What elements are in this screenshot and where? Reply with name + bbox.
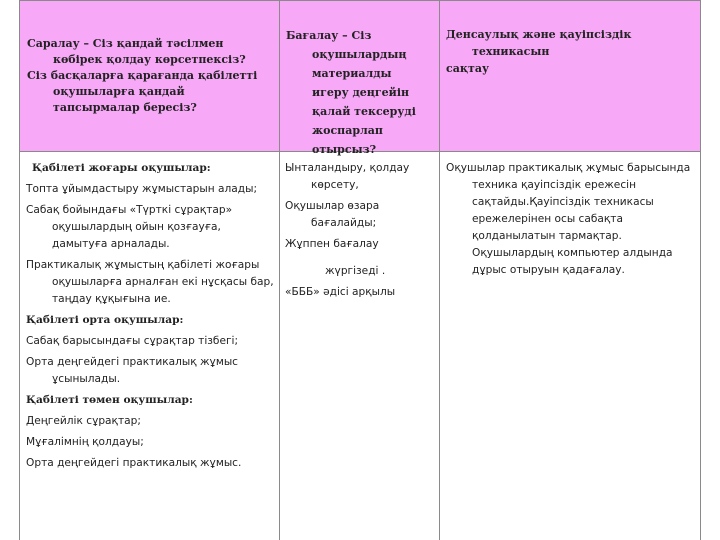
- mid-ability-item: Сабақ барысындағы сұрақтар тізбегі;: [26, 335, 239, 347]
- assessment-item: Оқушылар өзара бағалайды;: [285, 200, 380, 229]
- body-cell-assessment: [285, 160, 433, 301]
- high-ability-item: Топта ұйымдастыру жұмыстарын алады;: [26, 183, 258, 195]
- assessment-method: «БББ» әдісі арқылы: [285, 286, 396, 298]
- header-cell-assessment: [286, 26, 426, 159]
- high-ability-title: Қабілеті жоғары оқушылар:: [32, 162, 211, 174]
- high-ability-item: Сабақ бойындағы «Түрткі сұрақтар» оқушылардың ойын қозғауға, дамытуға арналады.: [26, 204, 233, 250]
- header-differentiation-q2: Сіз басқаларға қарағанда қабілетті оқушыларға қандай тапсырмалар бересіз?: [27, 69, 258, 114]
- assessment-continuation: жүргізеді .: [325, 265, 386, 277]
- body-cell-safety: [446, 160, 692, 279]
- header-safety-line1: Денсаулық және қауіпсіздік техникасын: [446, 28, 632, 58]
- table-border-left: [19, 0, 20, 540]
- assessment-item: Жұппен бағалау: [285, 238, 379, 250]
- header-assessment-text: Бағалау – Сіз оқушылардың материалды игеру деңгейін қалай тексеруді жоспарлап отырсыз?: [286, 29, 416, 156]
- column-divider-2: [439, 0, 440, 540]
- header-safety-line2: сақтау: [446, 62, 489, 75]
- header-cell-safety: [446, 26, 694, 77]
- low-ability-item: Орта деңгейдегі практикалық жұмыс.: [26, 457, 242, 469]
- header-differentiation-q1: Саралау – Сіз қандай тәсілмен көбірек қолдау көрсетпексіз?: [27, 37, 246, 66]
- low-ability-item: Деңгейлік сұрақтар;: [26, 415, 141, 427]
- high-ability-item: Практикалық жұмыстың қабілеті жоғары оқушыларға арналған екі нұсқасы бар, таңдау құқығына ие.: [26, 259, 274, 305]
- table-border-top: [19, 0, 701, 1]
- low-ability-item: Мұғалімнің қолдауы;: [26, 436, 144, 448]
- assessment-item: Ынталандыру, қолдау көрсету,: [285, 162, 410, 191]
- mid-ability-title: Қабілеті орта оқушылар:: [26, 314, 184, 326]
- safety-text: Оқушылар практикалық жұмыс барысында техника қауіпсіздік ережесін сақтайды.Қауіпсіздік техникасы ережелерінен осы сабақта қолданылатын тармақтар. Оқушылардың компьютер алдында дұрыс отыруын қадағалау.: [446, 162, 691, 276]
- mid-ability-item: Орта деңгейдегі практикалық жұмыс ұсынылады.: [26, 356, 239, 385]
- column-divider-1: [279, 0, 280, 540]
- table-border-right: [700, 0, 701, 540]
- body-cell-differentiation: [26, 160, 274, 472]
- low-ability-title: Қабілеті төмен оқушылар:: [26, 394, 193, 406]
- header-cell-differentiation: [27, 36, 271, 116]
